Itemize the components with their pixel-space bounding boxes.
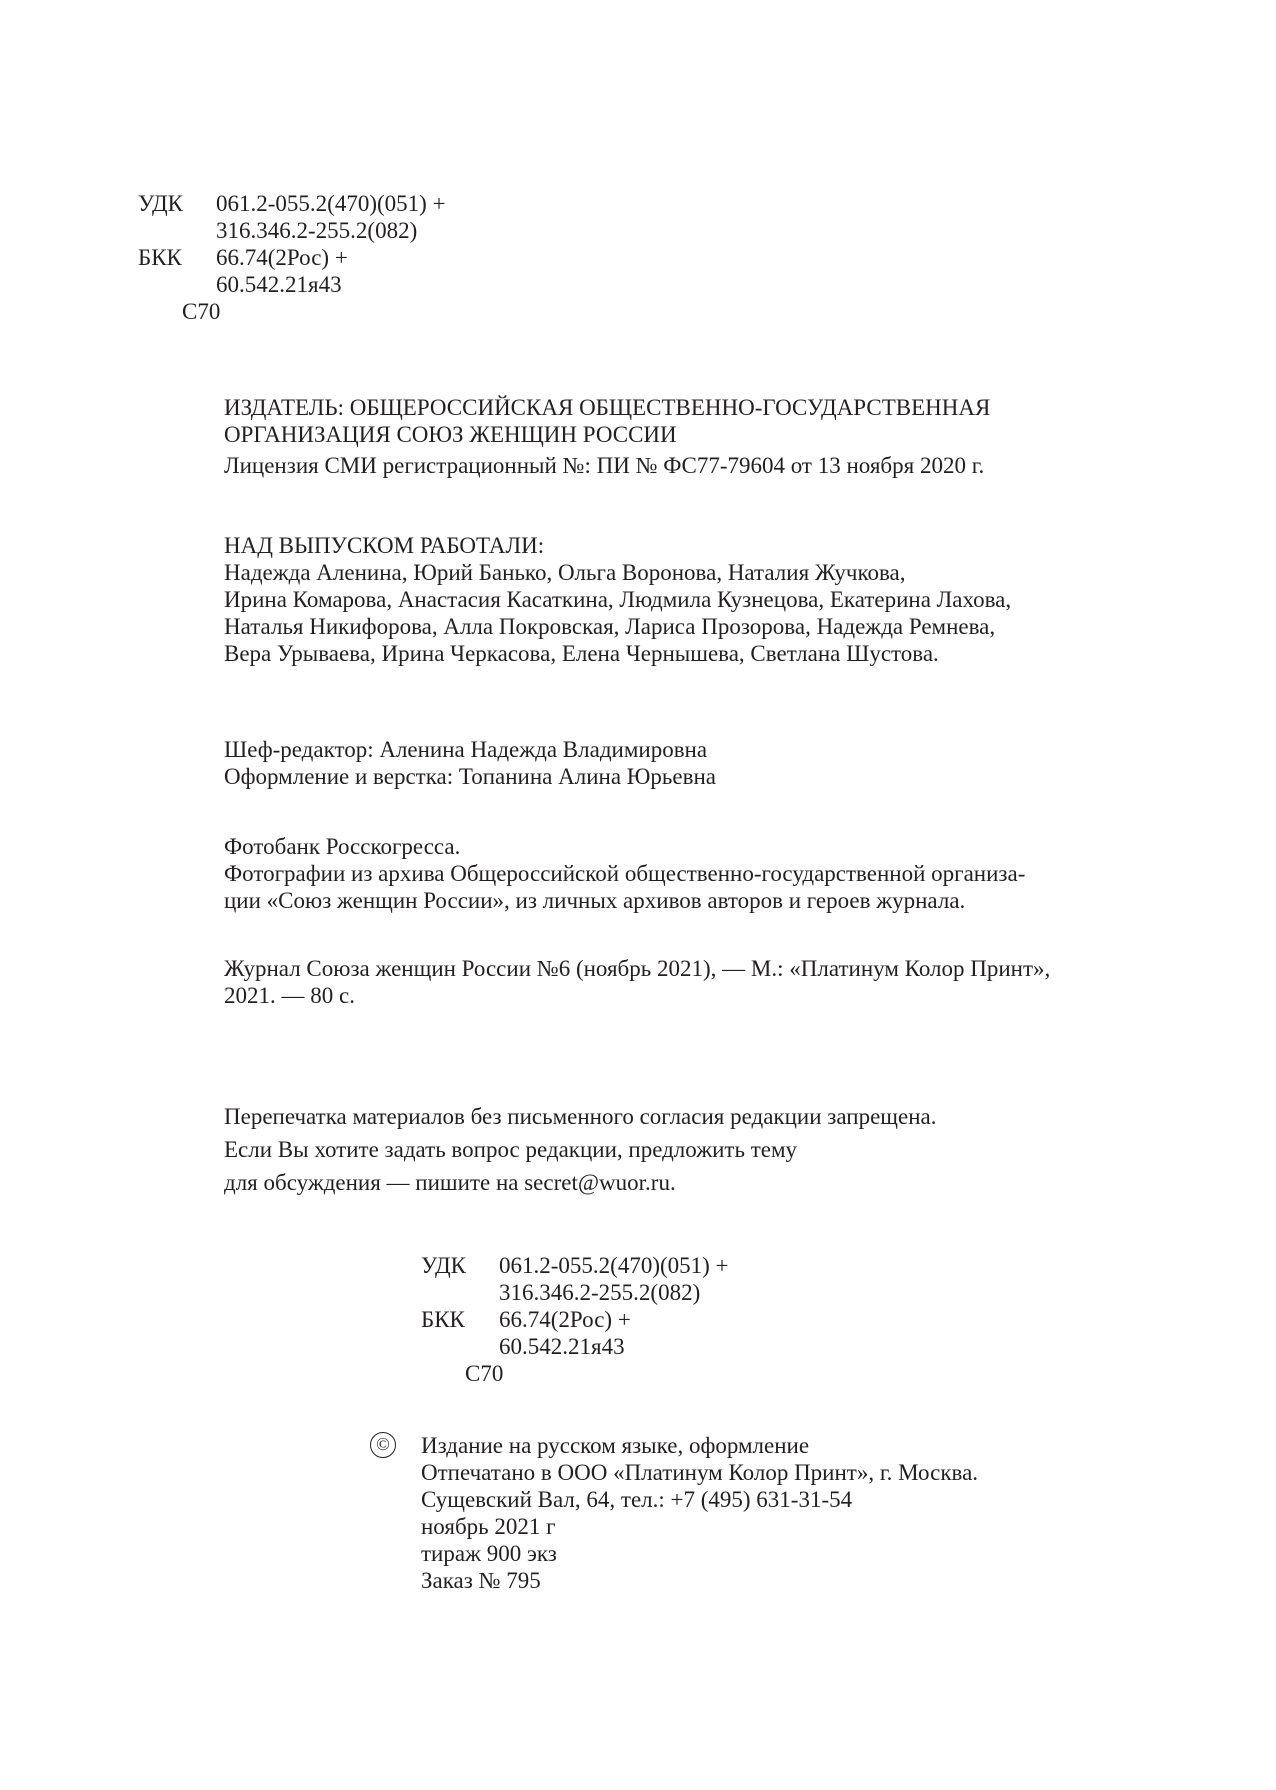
chief-editor: Шеф-редактор: Аленина Надежда Владимировна bbox=[224, 737, 708, 762]
photo-credit-line: Фотобанк Росскогресса. bbox=[224, 834, 461, 859]
crew-line: Надежда Аленина, Юрий Банько, Ольга Воронова, Наталия Жучкова, bbox=[224, 560, 906, 585]
photo-credits-block bbox=[224, 833, 1025, 914]
imprint-line: Заказ № 795 bbox=[421, 1568, 541, 1593]
author-sign: С70 bbox=[465, 1361, 504, 1386]
imprint-line: Сущевский Вал, 64, тел.: +7 (495) 631-31-54 bbox=[421, 1487, 853, 1512]
publisher-line: ИЗДАТЕЛЬ: ОБЩЕРОССИЙСКАЯ ОБЩЕСТВЕННО-ГОСУДАРСТВЕННАЯ bbox=[224, 395, 991, 420]
notice-line: Перепечатка материалов без письменного согласия редакции запрещена. bbox=[224, 1104, 937, 1129]
udk-code: 316.346.2-255.2(082) bbox=[499, 1280, 701, 1305]
bbk-code: 60.542.21я43 bbox=[216, 272, 342, 297]
bbk-label: БКК bbox=[421, 1307, 465, 1332]
notice-block bbox=[224, 1100, 936, 1199]
photo-credit-line: Фотографии из архива Общероссийской общественно-государственной организа- bbox=[224, 861, 1026, 886]
bbk-code: 60.542.21я43 bbox=[499, 1334, 625, 1359]
udk-label: УДК bbox=[138, 191, 183, 216]
journal-line: 2021. — 80 с. bbox=[224, 983, 355, 1008]
copyright-icon: © bbox=[370, 1432, 396, 1458]
author-sign: С70 bbox=[182, 299, 221, 324]
udk-code: 061.2-055.2(470)(051) + bbox=[216, 191, 446, 216]
imprint-line: тираж 900 экз bbox=[421, 1541, 557, 1566]
notice-line: для обсуждения — пишите на secret@wuor.ru. bbox=[224, 1170, 676, 1195]
notice-line: Если Вы хотите задать вопрос редакции, предложить тему bbox=[224, 1137, 798, 1162]
journal-line: Журнал Союза женщин России №6 (ноябрь 2021), — М.: «Платинум Колор Принт», bbox=[224, 956, 1051, 981]
publisher-block bbox=[224, 394, 1124, 479]
crew-block bbox=[224, 532, 1124, 667]
imprint-block bbox=[421, 1432, 978, 1594]
crew-line: Ирина Комарова, Анастасия Касаткина, Людмила Кузнецова, Екатерина Лахова, bbox=[224, 587, 1012, 612]
crew-line: Вера Урываева, Ирина Черкасова, Елена Чернышева, Светлана Шустова. bbox=[224, 641, 939, 666]
journal-citation-block bbox=[224, 955, 1050, 1009]
publisher-line: ОРГАНИЗАЦИЯ СОЮЗ ЖЕНЩИН РОССИИ bbox=[224, 422, 677, 447]
license-line: Лицензия СМИ регистрационный №: ПИ № ФС77-79604 от 13 ноября 2020 г. bbox=[224, 453, 985, 478]
bbk-code: 66.74(2Рос) + bbox=[499, 1307, 631, 1332]
bbk-label: БКК bbox=[138, 245, 182, 270]
imprint-line: Издание на русском языке, оформление bbox=[421, 1433, 810, 1458]
imprint-line: ноябрь 2021 г bbox=[421, 1514, 556, 1539]
layout-editor: Оформление и верстка: Топанина Алина Юрьевна bbox=[224, 764, 717, 789]
udk-code: 061.2-055.2(470)(051) + bbox=[499, 1253, 729, 1278]
imprint-line: Отпечатано в ООО «Платинум Колор Принт», г. Москва. bbox=[421, 1460, 979, 1485]
editors-block bbox=[224, 736, 716, 790]
photo-credit-line: ции «Союз женщин России», из личных архивов авторов и героев журнала. bbox=[224, 888, 966, 913]
crew-heading: НАД ВЫПУСКОМ РАБОТАЛИ: bbox=[224, 533, 545, 558]
crew-line: Наталья Никифорова, Алла Покровская, Лариса Прозорова, Надежда Ремнева, bbox=[224, 614, 996, 639]
udk-label: УДК bbox=[421, 1253, 466, 1278]
bbk-code: 66.74(2Рос) + bbox=[216, 245, 348, 270]
udk-code: 316.346.2-255.2(082) bbox=[216, 218, 418, 243]
